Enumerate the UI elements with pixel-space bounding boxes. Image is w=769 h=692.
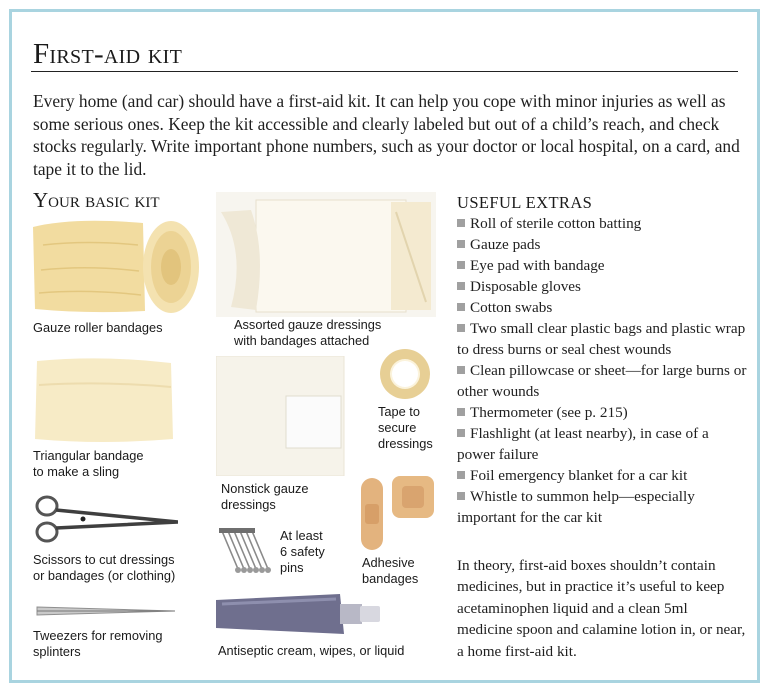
nonstick-gauze-caption: Nonstick gauze dressings	[221, 481, 309, 512]
nonstick-gauze-image	[216, 356, 346, 476]
list-item: Disposable gloves	[457, 276, 747, 297]
scissors-image	[33, 492, 178, 547]
list-item: Clean pillowcase or sheet—for large burns or other wounds	[457, 362, 747, 400]
square-bullet-icon	[457, 471, 465, 479]
list-item: Eye pad with bandage	[457, 255, 747, 276]
safety-pins-image	[218, 527, 276, 577]
safety-pins-caption: At least 6 safety pins	[280, 528, 325, 575]
list-item: Foil emergency blanket for a car kit	[457, 465, 747, 486]
basic-kit-heading: Your basic kit	[33, 188, 160, 212]
triangular-bandage-caption: Triangular bandage to make a sling	[33, 448, 144, 479]
square-bullet-icon	[457, 366, 465, 374]
square-bullet-icon	[457, 324, 465, 332]
list-item: Two small clear plastic bags and plastic wrap to dress burns or seal chest wounds	[457, 320, 746, 358]
square-bullet-icon	[457, 303, 465, 311]
list-item: Flashlight (at least nearby), in case of a power failure	[457, 425, 709, 463]
square-bullet-icon	[457, 492, 465, 500]
list-item: Thermometer (see p. 215)	[457, 402, 747, 423]
tape-caption: Tape to secure dressings	[378, 404, 433, 451]
page-title: First-aid kit	[33, 38, 183, 70]
list-item: Cotton swabs	[457, 297, 747, 318]
list-item: Roll of sterile cotton batting	[457, 213, 747, 234]
tape-image	[378, 347, 433, 402]
tweezers-caption: Tweezers for removing splinters	[33, 628, 163, 659]
antiseptic-caption: Antiseptic cream, wipes, or liquid	[218, 643, 405, 658]
gauze-roller-image	[33, 215, 203, 315]
useful-extras-list	[457, 213, 747, 528]
useful-extras-heading: USEFUL EXTRAS	[457, 193, 593, 212]
adhesive-bandages-caption: Adhesive bandages	[362, 555, 419, 586]
closing-note: In theory, first-aid boxes shouldn’t contain medicines, but in practice it’s useful to keep acetaminophen liquid and a clean 5ml medicine spoon and calamine lotion in, or near, a home first-aid kit.	[457, 557, 746, 660]
title-divider	[31, 71, 738, 72]
square-bullet-icon	[457, 240, 465, 248]
square-bullet-icon	[457, 429, 465, 437]
square-bullet-icon	[457, 282, 465, 290]
adhesive-bandages-image	[358, 474, 438, 554]
triangular-bandage-image	[33, 355, 178, 445]
square-bullet-icon	[457, 261, 465, 269]
list-item: Gauze pads	[457, 234, 747, 255]
gauze-roller-caption: Gauze roller bandages	[33, 320, 163, 335]
square-bullet-icon	[457, 408, 465, 416]
gauze-dressings-image	[216, 192, 436, 317]
scissors-caption: Scissors to cut dressings or bandages (or clothing)	[33, 552, 176, 583]
tweezers-image	[33, 597, 178, 621]
intro-paragraph: Every home (and car) should have a first-aid kit. It can help you cope with minor injuries as well as some serious ones. Keep the kit accessible and clearly labeled but out of a child’s reach, and check stocks regularly. Write important phone numbers, such as your doctor or local hospital, on a card, and tape it to the lid.	[33, 91, 740, 179]
list-item: Whistle to summon help—especially important for the car kit	[457, 488, 695, 526]
gauze-dressings-caption: Assorted gauze dressings with bandages attached	[234, 317, 382, 348]
square-bullet-icon	[457, 219, 465, 227]
antiseptic-image	[214, 592, 384, 636]
